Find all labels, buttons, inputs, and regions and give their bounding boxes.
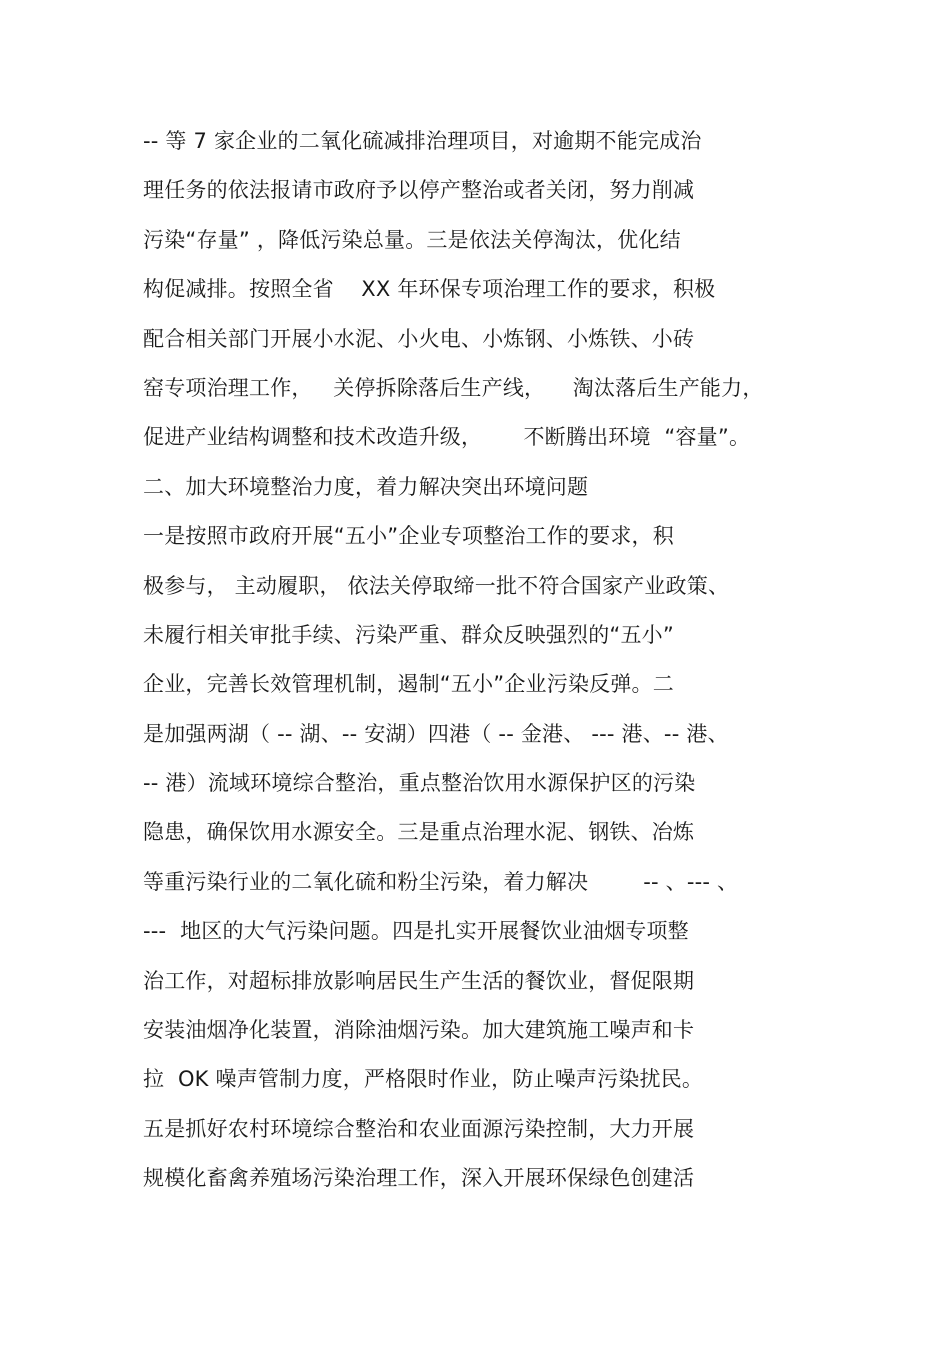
text-line: 规模化畜禽养殖场污染治理工作，深入开展环保绿色创建活 xyxy=(143,1166,695,1191)
text-line: 隐患，确保饮用水源安全。三是重点治理水泥、钢铁、冶炼 xyxy=(143,820,695,845)
text-line: 构促减排。按照全省 XX 年环保专项治理工作的要求，积极 xyxy=(143,277,716,302)
document-body xyxy=(143,122,823,1209)
text-line: 窑专项治理工作， 关停拆除落后生产线， 淘汰落后生产能力， xyxy=(143,375,764,400)
text-line: 极参与， 主动履职， 依法关停取缔一批不符合国家产业政策、 xyxy=(143,573,730,598)
text-line: 拉 OK 噪声管制力度，严格限时作业，防止噪声污染扰民。 xyxy=(143,1067,704,1092)
text-line: 等重污染行业的二氧化硫和粉尘污染，着力解决 -- 、--- 、 xyxy=(143,869,739,894)
text-line: 是加强两湖（ -- 湖、-- 安湖）四港（ -- 金港、 --- 港、-- 港、 xyxy=(143,721,729,746)
text-line: 未履行相关审批手续、污染严重、群众反映强烈的“五小” xyxy=(143,622,674,647)
text-line: 治工作，对超标排放影响居民生产生活的餐饮业，督促限期 xyxy=(143,968,695,993)
text-line: 企业，完善长效管理机制，遏制“五小”企业污染反弹。二 xyxy=(143,672,674,697)
text-line: 五是抓好农村环境综合整治和农业面源污染控制，大力开展 xyxy=(143,1116,695,1141)
text-line: 促进产业结构调整和技术改造升级， 不断腾出环境 “容量”。 xyxy=(143,425,751,450)
text-line: 安装油烟净化装置，消除油烟污染。加大建筑施工噪声和卡 xyxy=(143,1018,695,1043)
text-line: 一是按照市政府开展“五小”企业专项整治工作的要求，积 xyxy=(143,524,674,549)
text-line: 理任务的依法报请市政府予以停产整治或者关闭，努力削减 xyxy=(143,178,695,203)
text-line: -- 等 7 家企业的二氧化硫减排治理项目，对逾期不能完成治 xyxy=(143,129,702,153)
text-line: 配合相关部门开展小水泥、小火电、小炼钢、小炼铁、小砖 xyxy=(143,326,695,351)
text-line: --- 地区的大气污染问题。四是扎实开展餐饮业油烟专项整 xyxy=(143,919,689,944)
text-line: -- 港）流域环境综合整治，重点整治饮用水源保护区的污染 xyxy=(143,771,696,796)
text-line: 污染“存量” ，降低污染总量。三是依法关停淘汰，优化结 xyxy=(143,227,681,252)
section-heading: 二、加大环境整治力度，着力解决突出环境问题 xyxy=(143,474,589,499)
